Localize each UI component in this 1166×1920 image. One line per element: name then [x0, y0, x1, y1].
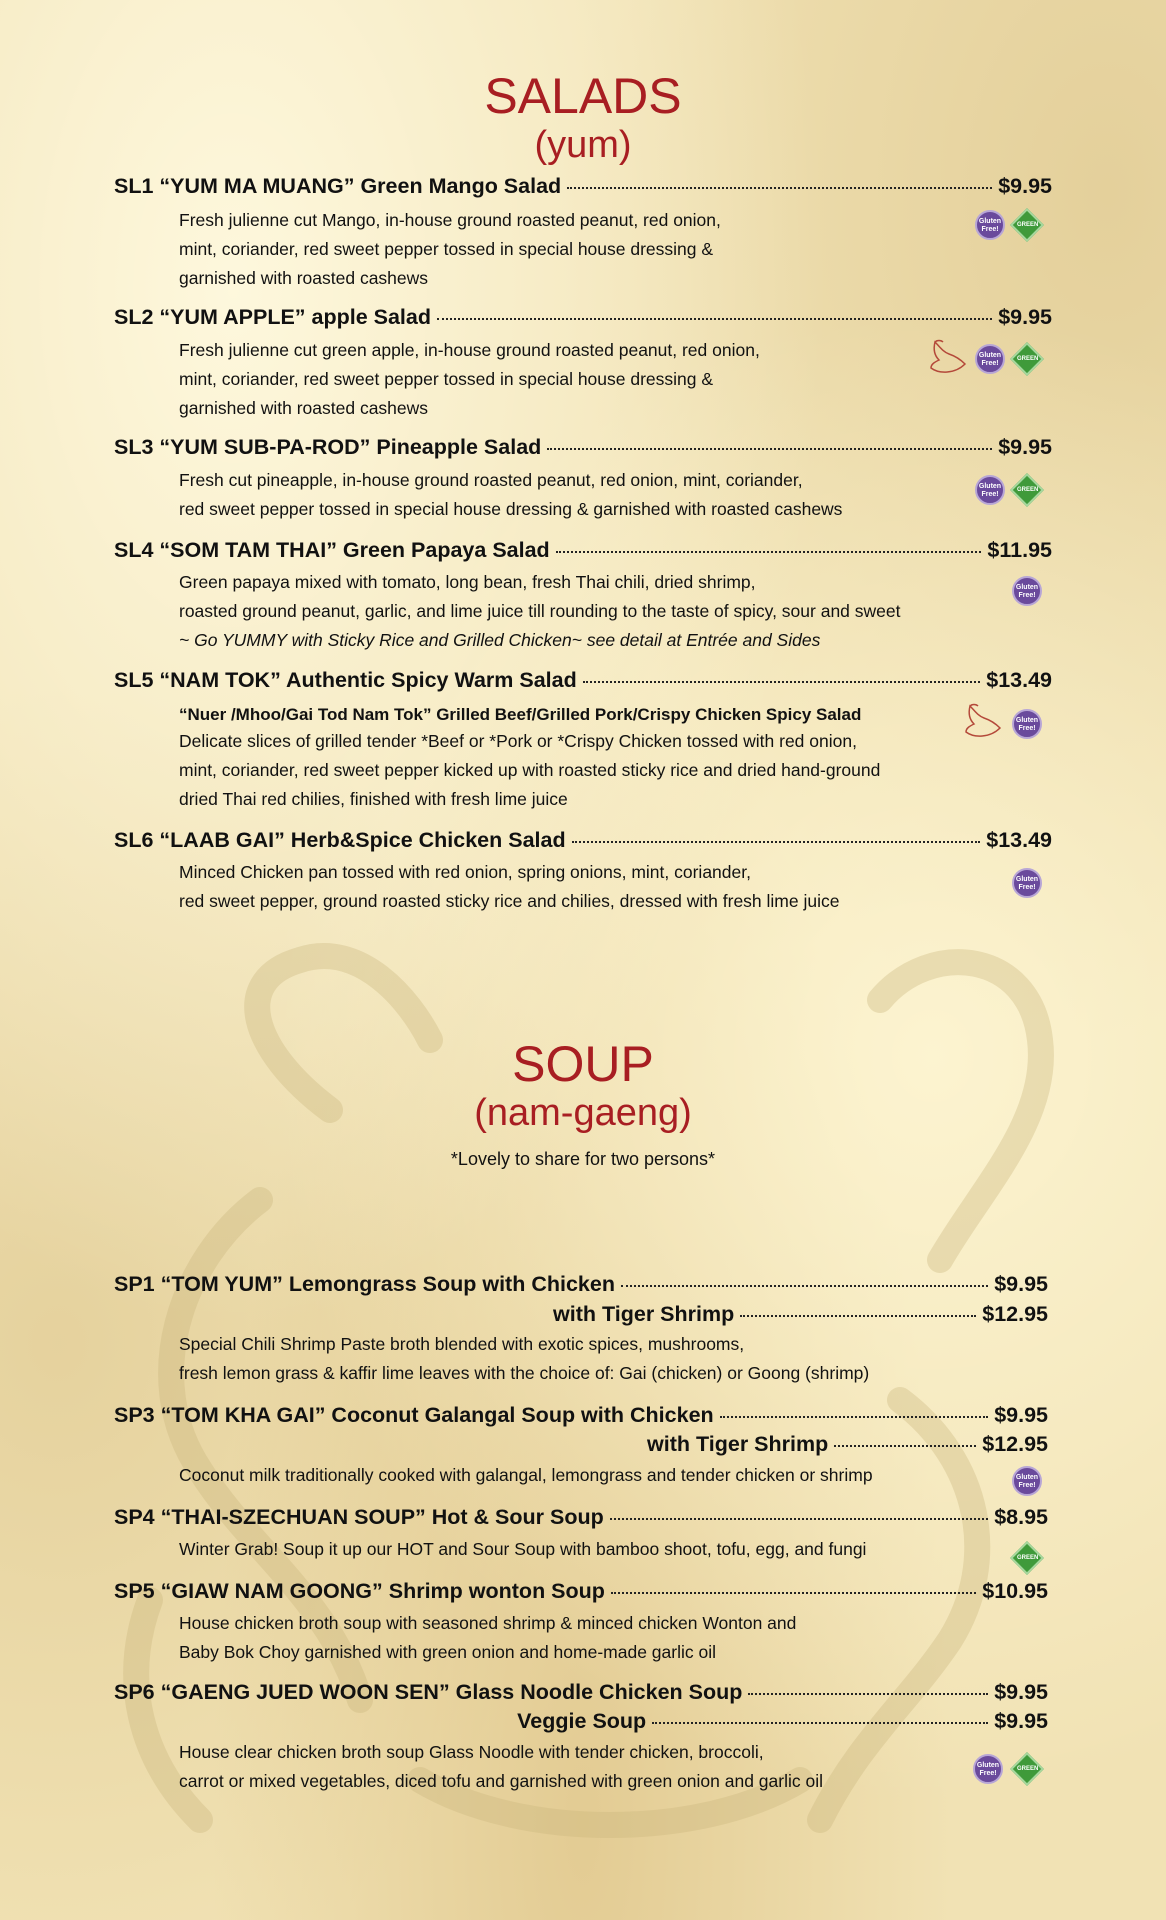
item-description: [179, 858, 839, 916]
item-description: [179, 1609, 796, 1667]
leader-dots: [547, 448, 992, 450]
item-price: $9.95: [998, 174, 1052, 198]
item-name: SL6 “LAAB GAI” Herb&Spice Chicken Salad: [114, 828, 566, 852]
menu-item-sl3: [114, 435, 1052, 465]
item-description: [179, 466, 842, 524]
menu-item-sp1: [114, 1272, 1048, 1302]
description-line: red sweet pepper, ground roasted sticky rice and chilies, dressed with fresh lime juice: [179, 891, 840, 911]
item-price: $13.49: [986, 668, 1052, 692]
description-line: dried Thai red chilies, finished with fresh lime juice: [179, 789, 568, 809]
item-description: [179, 1461, 873, 1490]
item-name: SL3 “YUM SUB-PA-ROD” Pineapple Salad: [114, 435, 542, 459]
item-name: SL1 “YUM MA MUANG” Green Mango Salad: [114, 174, 562, 198]
item-name: SP4 “THAI-SZECHUAN SOUP” Hot & Sour Soup: [114, 1505, 604, 1529]
description-line: Minced Chicken pan tossed with red onion, spring onions, mint, coriander,: [179, 862, 751, 882]
variant-name: with Tiger Shrimp: [553, 1302, 735, 1326]
leader-dots: [556, 551, 982, 553]
description-line: Green papaya mixed with tomato, long bean, fresh Thai chili, dried shrimp,: [179, 572, 756, 592]
item-name: SP3 “TOM KHA GAI” Coconut Galangal Soup with Chicken: [114, 1403, 714, 1427]
gluten-free-icon: Gluten Free!: [1012, 868, 1042, 898]
description-line: roasted ground peanut, garlic, and lime juice till rounding to the taste of spicy, sour and sweet: [179, 601, 901, 621]
item-description: [179, 336, 760, 423]
gluten-free-icon: Gluten Free!: [1012, 709, 1042, 739]
description-line: House clear chicken broth soup Glass Noodle with tender chicken, broccoli,: [179, 1742, 764, 1762]
leader-dots: [834, 1445, 976, 1447]
soup-title: SOUP: [512, 1036, 654, 1092]
description-line: Special Chili Shrimp Paste broth blended with exotic spices, mushrooms,: [179, 1334, 745, 1354]
soup-subtitle: (nam-gaeng): [474, 1092, 692, 1134]
leader-dots: [720, 1416, 989, 1418]
description-line: fresh lemon grass & kaffir lime leaves with the choice of: Gai (chicken) or Goong (shrimp): [179, 1363, 870, 1383]
menu-item-sl1: [114, 174, 1052, 204]
item-description: [179, 1330, 869, 1388]
menu-item-variant: [114, 1432, 1048, 1462]
item-name: SP5 “GIAW NAM GOONG” Shrimp wonton Soup: [114, 1579, 605, 1603]
leader-dots: [567, 187, 992, 189]
menu-item-sp4: [114, 1505, 1048, 1535]
variant-price: $9.95: [994, 1709, 1048, 1733]
menu-item-variant: [114, 1709, 1048, 1739]
description-line: Coconut milk traditionally cooked with galangal, lemongrass and tender chicken or shrimp: [179, 1465, 873, 1485]
variant-price: $12.95: [982, 1302, 1048, 1326]
gluten-free-icon: Gluten Free!: [975, 475, 1005, 505]
menu-item-sp5: [114, 1579, 1048, 1609]
vegan-icon: GREEN: [1010, 1541, 1044, 1575]
item-description: [179, 568, 900, 655]
description-line: mint, coriander, red sweet pepper kicked up with roasted sticky rice and dried hand-ground: [179, 760, 881, 780]
description-line: carrot or mixed vegetables, diced tofu and garnished with green onion and garlic oil: [179, 1771, 823, 1791]
description-line: Winter Grab! Soup it up our HOT and Sour Soup with bamboo shoot, tofu, egg, and fungi: [179, 1539, 867, 1559]
description-line: Delicate slices of grilled tender *Beef or *Pork or *Crispy Chicken tossed with red onion,: [179, 731, 857, 751]
description-line: Fresh julienne cut Mango, in-house ground roasted peanut, red onion,: [179, 210, 721, 230]
description-line: House chicken broth soup with seasoned shrimp & minced chicken Wonton and: [179, 1613, 797, 1633]
description-line: mint, coriander, red sweet pepper tossed in special house dressing &: [179, 369, 714, 389]
leader-dots: [611, 1592, 976, 1594]
gluten-free-icon: Gluten Free!: [1012, 1466, 1042, 1496]
menu-item-sp3: [114, 1403, 1048, 1433]
item-price: $11.95: [987, 538, 1052, 562]
item-price: $13.49: [986, 828, 1052, 852]
description-line: red sweet pepper tossed in special house dressing & garnished with roasted cashews: [179, 499, 843, 519]
description-line: mint, coriander, red sweet pepper tossed in special house dressing &: [179, 239, 714, 259]
menu-item-sl5: [114, 668, 1052, 698]
variant-name: Veggie Soup: [517, 1709, 647, 1733]
menu-item-sl4: [114, 538, 1052, 568]
item-price: $9.95: [998, 435, 1052, 459]
description-line: Baby Bok Choy garnished with green onion and home-made garlic oil: [179, 1642, 716, 1662]
leader-dots: [583, 681, 981, 683]
item-price: $10.95: [982, 1579, 1048, 1603]
item-name: SL5 “NAM TOK” Authentic Spicy Warm Salad: [114, 668, 577, 692]
description-line: Fresh cut pineapple, in-house ground roasted peanut, red onion, mint, coriander,: [179, 470, 803, 490]
variant-name: with Tiger Shrimp: [647, 1432, 829, 1456]
item-price: $9.95: [994, 1272, 1048, 1296]
gluten-free-icon: Gluten Free!: [1012, 576, 1042, 606]
leader-dots: [610, 1518, 988, 1520]
item-price: $8.95: [994, 1505, 1048, 1529]
chili-spicy-icon: [925, 338, 971, 378]
item-name: SP6 “GAENG JUED WOON SEN” Glass Noodle Chicken Soup: [114, 1680, 743, 1704]
vegan-icon: GREEN: [1010, 1752, 1044, 1786]
soup-note: *Lovely to share for two persons*: [450, 1149, 716, 1169]
gluten-free-icon: Gluten Free!: [975, 210, 1005, 240]
item-price: $9.95: [994, 1403, 1048, 1427]
description-line: garnished with roasted cashews: [179, 268, 429, 288]
menu-item-sl2: [114, 305, 1052, 335]
vegan-icon: GREEN: [1010, 473, 1044, 507]
leader-dots: [740, 1315, 976, 1317]
salads-subtitle: (yum): [534, 124, 632, 166]
salads-title: SALADS: [484, 68, 682, 124]
item-subtitle: “Nuer /Mhoo/Gai Tod Nam Tok” Grilled Beef/Grilled Pork/Crispy Chicken Spicy Salad: [179, 705, 862, 724]
leader-dots: [748, 1693, 988, 1695]
soup-heading: [0, 1036, 1166, 1134]
vegan-icon: GREEN: [1010, 208, 1044, 242]
leader-dots: [437, 318, 992, 320]
item-price: $9.95: [994, 1680, 1048, 1704]
salads-heading: [0, 68, 1166, 166]
leader-dots: [652, 1722, 988, 1724]
gluten-free-icon: Gluten Free!: [975, 344, 1005, 374]
leader-dots: [621, 1285, 988, 1287]
description-line: Fresh julienne cut green apple, in-house ground roasted peanut, red onion,: [179, 340, 760, 360]
item-name: SP1 “TOM YUM” Lemongrass Soup with Chicken: [114, 1272, 615, 1296]
variant-price: $12.95: [982, 1432, 1048, 1456]
item-description: [179, 206, 721, 293]
menu-item-sl6: [114, 828, 1052, 858]
menu-item-variant: [114, 1302, 1048, 1332]
vegan-icon: GREEN: [1010, 342, 1044, 376]
menu-item-sp6: [114, 1680, 1048, 1710]
item-description: [179, 1535, 866, 1564]
gluten-free-icon: Gluten Free!: [973, 1754, 1003, 1784]
description-line: ~ Go YUMMY with Sticky Rice and Grilled Chicken~ see detail at Entrée and Sides: [179, 630, 821, 650]
item-description: [179, 727, 880, 814]
item-price: $9.95: [998, 305, 1052, 329]
chili-spicy-icon: [960, 702, 1006, 742]
item-name: SL4 “SOM TAM THAI” Green Papaya Salad: [114, 538, 550, 562]
item-name: SL2 “YUM APPLE” apple Salad: [114, 305, 431, 329]
description-line: garnished with roasted cashews: [179, 398, 429, 418]
item-description: [179, 1738, 823, 1796]
leader-dots: [572, 841, 981, 843]
